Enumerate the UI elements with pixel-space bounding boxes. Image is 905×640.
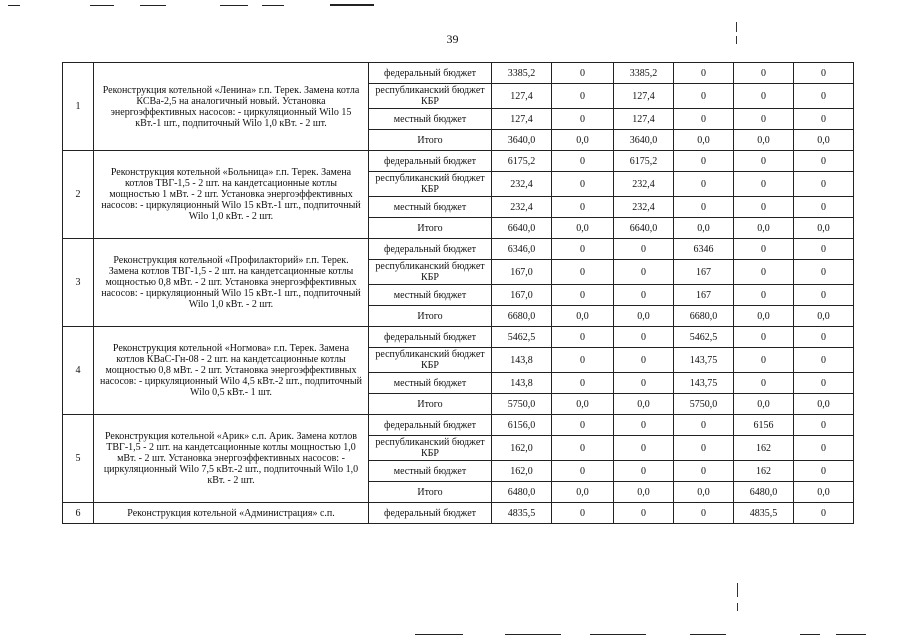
amount-cell: 127,4 [492,109,552,130]
amount-cell: 0 [552,415,614,436]
amount-cell: 0,0 [674,130,734,151]
amount-cell: 0,0 [552,394,614,415]
amount-cell: 6175,2 [492,151,552,172]
scan-mark [8,5,20,6]
amount-cell: 0 [794,436,854,461]
amount-cell: 0 [734,260,794,285]
scan-mark [140,5,166,6]
amount-cell: 6175,2 [614,151,674,172]
amount-cell: 5462,5 [492,327,552,348]
amount-cell: 0 [614,373,674,394]
amount-cell: 0,0 [614,482,674,503]
amount-cell: 0 [552,327,614,348]
amount-cell: 167 [674,285,734,306]
amount-cell: 0 [734,285,794,306]
table-row [63,151,854,172]
table-row [63,327,854,348]
amount-cell: 0 [734,327,794,348]
amount-cell: 0,0 [552,306,614,327]
amount-cell: 0,0 [734,394,794,415]
funding-source: местный бюджет [369,197,492,218]
amount-cell: 6680,0 [674,306,734,327]
funding-source: федеральный бюджет [369,151,492,172]
item-number: 2 [63,151,94,239]
table-row [63,239,854,260]
amount-cell: 6640,0 [614,218,674,239]
amount-cell: 0 [614,461,674,482]
amount-cell: 0 [794,415,854,436]
amount-cell: 3385,2 [614,63,674,84]
scan-mark [90,5,114,6]
amount-cell: 0,0 [674,482,734,503]
item-description: Реконструкция котельной «Арик» с.п. Арик. Замена котлов ТВГ-1,5 - 2 шт. на кандетсационные котлы мощностью 1,0 мВт. - 2 шт. Установка энергоэффективных насосов: - циркуляционный Wilo 7,5 кВт.-2 шт., подпиточный Wilo 1,0 кВт. - 2 шт. [94,415,369,503]
amount-cell: 0 [794,239,854,260]
amount-cell: 0,0 [552,218,614,239]
amount-cell: 0 [794,151,854,172]
funding-source: местный бюджет [369,461,492,482]
scan-mark [590,634,646,635]
amount-cell: 6156,0 [492,415,552,436]
amount-cell: 0 [674,436,734,461]
amount-cell: 0,0 [734,306,794,327]
funding-source: Итого [369,218,492,239]
amount-cell: 6156 [734,415,794,436]
scan-mark [330,4,374,6]
amount-cell: 0 [794,285,854,306]
amount-cell: 0 [614,415,674,436]
amount-cell: 6346,0 [492,239,552,260]
amount-cell: 0 [674,63,734,84]
scan-mark [836,634,866,635]
table-row [63,503,854,524]
amount-cell: 0 [552,503,614,524]
amount-cell: 0 [674,109,734,130]
amount-cell: 0 [674,461,734,482]
amount-cell: 0 [734,172,794,197]
amount-cell: 0,0 [552,482,614,503]
amount-cell: 0 [734,84,794,109]
funding-source: федеральный бюджет [369,415,492,436]
amount-cell: 6480,0 [492,482,552,503]
amount-cell: 0 [552,84,614,109]
table-row [63,415,854,436]
amount-cell: 0 [674,151,734,172]
amount-cell: 0,0 [734,218,794,239]
amount-cell: 162,0 [492,436,552,461]
funding-source: федеральный бюджет [369,503,492,524]
amount-cell: 0 [614,239,674,260]
amount-cell: 0 [674,84,734,109]
amount-cell: 0 [614,260,674,285]
scan-mark [800,634,820,635]
amount-cell: 5750,0 [674,394,734,415]
amount-cell: 6480,0 [734,482,794,503]
amount-cell: 0,0 [614,306,674,327]
amount-cell: 127,4 [614,84,674,109]
amount-cell: 0 [674,197,734,218]
amount-cell: 0 [552,63,614,84]
amount-cell: 232,4 [614,172,674,197]
amount-cell: 0,0 [794,306,854,327]
scan-mark [505,634,561,635]
amount-cell: 143,8 [492,373,552,394]
amount-cell: 0 [552,260,614,285]
amount-cell: 0 [794,172,854,197]
amount-cell: 0 [674,172,734,197]
amount-cell: 0 [794,373,854,394]
amount-cell: 162 [734,461,794,482]
amount-cell: 0 [734,197,794,218]
amount-cell: 0,0 [794,218,854,239]
amount-cell: 0 [794,503,854,524]
funding-source: республиканский бюджет КБР [369,436,492,461]
scan-mark [220,5,248,6]
funding-source: Итого [369,306,492,327]
amount-cell: 143,8 [492,348,552,373]
amount-cell: 143,75 [674,348,734,373]
funding-source: федеральный бюджет [369,239,492,260]
amount-cell: 0 [614,348,674,373]
amount-cell: 0 [794,84,854,109]
amount-cell: 0 [552,461,614,482]
funding-table [62,62,854,524]
item-description: Реконструкция котельной «Ногмова» г.п. Терек. Замена котлов КВаС-Гн-08 - 2 шт. на кандетсационные котлы мощностью 0,8 мВт. - 2 шт. Установка энергоэффективных насосов: - циркуляционный Wilo 4,5 кВт.-2 шт., подпиточный Wilo 0,5 кВт.- 1 шт. [94,327,369,415]
scan-mark [737,603,738,611]
table-body [63,63,854,524]
amount-cell: 6680,0 [492,306,552,327]
amount-cell: 0,0 [794,394,854,415]
amount-cell: 0 [734,348,794,373]
amount-cell: 6346 [674,239,734,260]
amount-cell: 162 [734,436,794,461]
amount-cell: 0 [552,285,614,306]
item-number: 5 [63,415,94,503]
scan-mark [415,634,463,635]
funding-source: Итого [369,394,492,415]
item-description: Реконструкция котельной «Администрация» с.п. [94,503,369,524]
amount-cell: 4835,5 [492,503,552,524]
amount-cell: 167,0 [492,260,552,285]
table-row [63,63,854,84]
amount-cell: 0 [734,239,794,260]
amount-cell: 232,4 [614,197,674,218]
funding-source: федеральный бюджет [369,63,492,84]
item-description: Реконструкция котельной «Ленина» г.п. Терек. Замена котла КСВа-2,5 на аналогичный новый. Установка энергоэффективных насосов: - циркуляционный Wilo 15 кВт.-1 шт., подпиточный Wilo 1,0 кВт. - 2 шт. [94,63,369,151]
amount-cell: 0 [552,373,614,394]
amount-cell: 0 [614,327,674,348]
amount-cell: 0 [552,151,614,172]
amount-cell: 0 [794,348,854,373]
amount-cell: 232,4 [492,197,552,218]
scan-mark [737,583,738,597]
item-number: 1 [63,63,94,151]
funding-source: республиканский бюджет КБР [369,348,492,373]
amount-cell: 0 [794,109,854,130]
amount-cell: 0 [552,348,614,373]
amount-cell: 0 [734,151,794,172]
amount-cell: 167 [674,260,734,285]
amount-cell: 0 [674,415,734,436]
amount-cell: 3640,0 [492,130,552,151]
amount-cell: 0,0 [734,130,794,151]
amount-cell: 0 [794,327,854,348]
amount-cell: 0 [614,436,674,461]
page-number: 39 [446,32,459,46]
item-number: 4 [63,327,94,415]
amount-cell: 0 [794,197,854,218]
item-description: Реконструкция котельной «Профилакторий» г.п. Терек. Замена котлов ТВГ-1,5 - 2 шт. на кандетсационные котлы мощностью 0,8 мВт. - 2 шт. Установка энергоэффективных насосов: - циркуляционный Wilo 15 кВт.-1 шт., подпиточный Wilo 1,0 кВт. - 2 шт. [94,239,369,327]
amount-cell: 0 [614,285,674,306]
amount-cell: 0,0 [794,482,854,503]
funding-source: Итого [369,130,492,151]
funding-source: республиканский бюджет КБР [369,260,492,285]
amount-cell: 0 [734,373,794,394]
amount-cell: 0 [552,109,614,130]
funding-source: местный бюджет [369,373,492,394]
amount-cell: 0,0 [614,394,674,415]
amount-cell: 5462,5 [674,327,734,348]
scan-mark [262,5,284,6]
amount-cell: 0 [734,109,794,130]
amount-cell: 162,0 [492,461,552,482]
amount-cell: 143,75 [674,373,734,394]
amount-cell: 0 [674,503,734,524]
amount-cell: 0,0 [552,130,614,151]
amount-cell: 167,0 [492,285,552,306]
funding-source: местный бюджет [369,285,492,306]
funding-source: республиканский бюджет КБР [369,84,492,109]
amount-cell: 0 [552,436,614,461]
amount-cell: 0 [794,461,854,482]
scan-mark [690,634,726,635]
scan-mark [736,22,737,32]
amount-cell: 0 [734,63,794,84]
funding-source: федеральный бюджет [369,327,492,348]
amount-cell: 0 [552,172,614,197]
amount-cell: 0 [614,503,674,524]
amount-cell: 127,4 [614,109,674,130]
amount-cell: 0 [552,197,614,218]
amount-cell: 232,4 [492,172,552,197]
amount-cell: 0,0 [794,130,854,151]
amount-cell: 6640,0 [492,218,552,239]
amount-cell: 0 [794,63,854,84]
funding-source: Итого [369,482,492,503]
amount-cell: 127,4 [492,84,552,109]
funding-source: республиканский бюджет КБР [369,172,492,197]
funding-source: местный бюджет [369,109,492,130]
amount-cell: 5750,0 [492,394,552,415]
amount-cell: 3640,0 [614,130,674,151]
item-description: Реконструкция котельной «Больница» г.п. Терек. Замена котлов ТВГ-1,5 - 2 шт. на кандетсационные котлы мощностью 1 мВт. - 2 шт. Установка энергоэффективных насосов: - циркуляционный Wilo 15 кВт.-1 шт., подпиточный Wilo 1,0 кВт. - 2 шт. [94,151,369,239]
amount-cell: 3385,2 [492,63,552,84]
amount-cell: 4835,5 [734,503,794,524]
item-number: 3 [63,239,94,327]
amount-cell: 0 [794,260,854,285]
item-number: 6 [63,503,94,524]
amount-cell: 0,0 [674,218,734,239]
amount-cell: 0 [552,239,614,260]
